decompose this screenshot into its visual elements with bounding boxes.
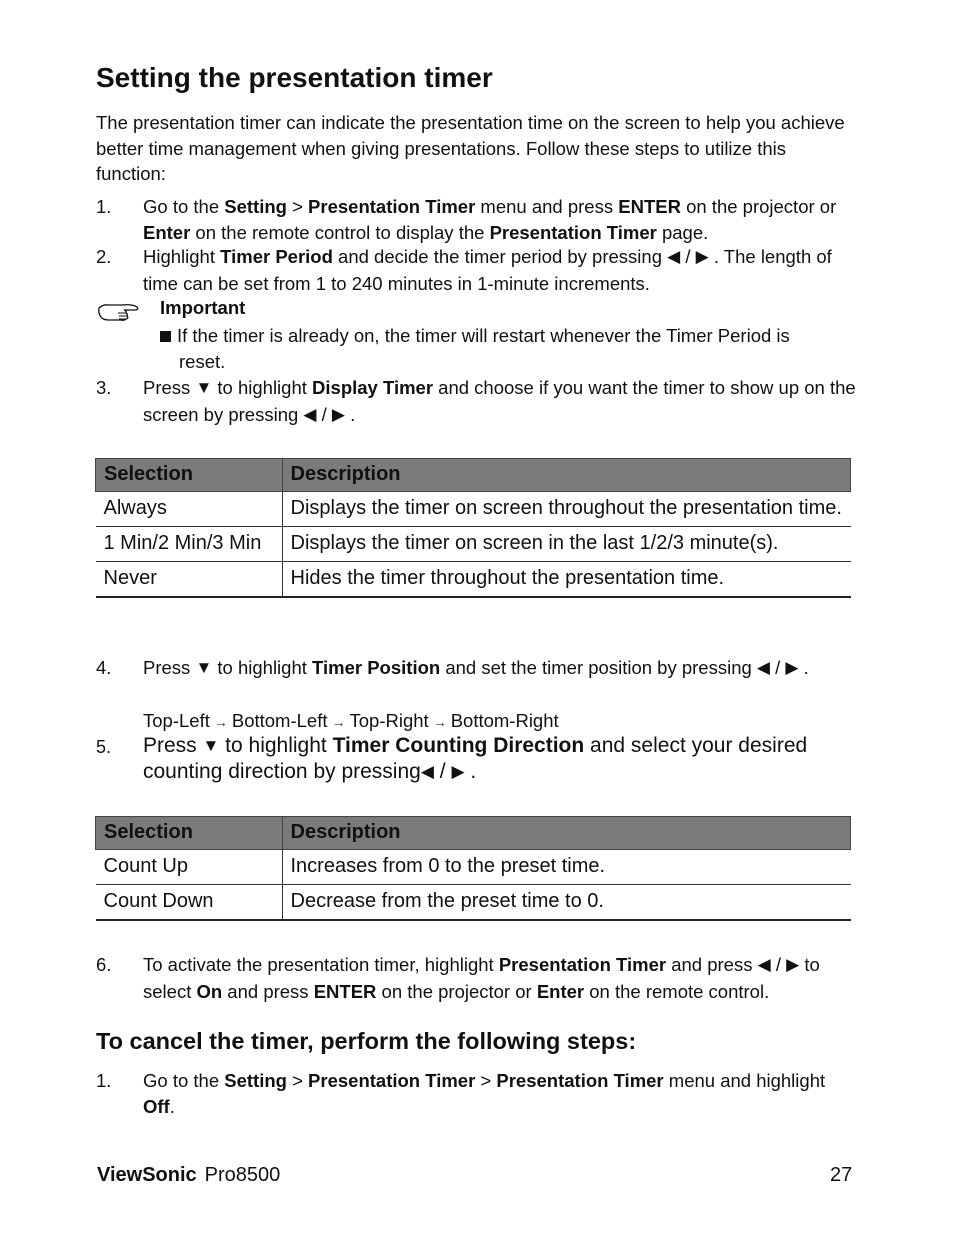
brand-name: ViewSonic [97, 1164, 197, 1186]
left-arrow-icon: ◀ [303, 404, 317, 424]
left-arrow-icon: ◀ [667, 247, 681, 266]
table-cell: Displays the timer on screen throughout the presentation time. [282, 492, 851, 527]
step-text: Go to the Setting > Presentation Timer menu and press ENTER on the projector or Enter on the remote control to display the Presentation Timer page. [143, 196, 837, 243]
right-arrow-icon: ▶ [695, 247, 709, 266]
left-arrow-icon: ◀ [756, 658, 770, 677]
table-cell: Displays the timer on screen in the last 1/2/3 minute(s). [282, 527, 851, 562]
right-arrow-icon: ▶ [331, 404, 345, 424]
right-arrow-icon: ▶ [451, 762, 465, 781]
model-name: Pro8500 [204, 1164, 281, 1186]
table-header: Description [282, 459, 851, 492]
down-arrow-icon: ▼ [202, 736, 220, 755]
important-title: Important [160, 297, 246, 318]
important-note: If the timer is already on, the timer will restart whenever the Timer Period is reset. [160, 323, 850, 375]
table-cell: Hides the timer throughout the presentation time. [282, 562, 851, 598]
step-number: 4. [96, 657, 112, 678]
left-arrow-icon: ◀ [420, 762, 434, 781]
table-row [96, 527, 851, 562]
step-number: 3. [96, 377, 112, 398]
step-number: 1. [96, 1070, 112, 1091]
right-arrow-icon: → [331, 714, 346, 730]
left-arrow-icon: ◀ [757, 955, 771, 974]
table-header: Selection [96, 459, 283, 492]
table-cell: 1 Min/2 Min/3 Min [96, 527, 283, 562]
table-cell: Count Down [96, 885, 283, 921]
step-5 [96, 733, 856, 785]
display-timer-table [95, 458, 851, 598]
table-header: Selection [96, 817, 283, 850]
step-text: Press ▼ to highlight Timer Position and set the timer position by pressing ◀ / ▶ . [143, 655, 856, 682]
table-header: Description [282, 817, 851, 850]
bullet-square-icon [160, 331, 171, 342]
table-row [96, 885, 851, 921]
table-cell: Count Up [96, 850, 283, 885]
timer-position-sequence: Top-Left → Bottom-Left → Top-Right → Bottom-Right [143, 710, 559, 731]
step-text: Go to the Setting > Presentation Timer > Presentation Timer menu and highlight Off. [143, 1070, 826, 1117]
step-text: Highlight Timer Period and decide the timer period by pressing ◀ / ▶ . The length of time can be set from 1 to 240 minutes in 1-minute increments. [143, 246, 832, 294]
table-row [96, 850, 851, 885]
page-number: 27 [830, 1164, 853, 1186]
table-cell: Increases from 0 to the preset time. [282, 850, 851, 885]
table-header-row [96, 817, 851, 850]
right-arrow-icon: → [213, 714, 228, 730]
down-arrow-icon: ▼ [195, 378, 213, 397]
cancel-step-1 [96, 1068, 856, 1119]
right-arrow-icon: → [432, 714, 447, 730]
step-number: 6. [96, 954, 112, 975]
counting-direction-table [95, 816, 851, 921]
step-1 [96, 194, 856, 245]
table-row [96, 492, 851, 527]
page-title: Setting the presentation timer [96, 62, 493, 93]
table-cell: Always [96, 492, 283, 527]
table-cell: Decrease from the preset time to 0. [282, 885, 851, 921]
step-3 [96, 375, 856, 428]
table-cell: Never [96, 562, 283, 598]
step-text: Press ▼ to highlight Display Timer and choose if you want the timer to show up on the screen by pressing ◀ / ▶ . [143, 375, 856, 428]
step-text: To activate the presentation timer, highlight Presentation Timer and press ◀ / ▶ to select On and press ENTER on the projector or Enter on the remote control. [143, 954, 820, 1002]
step-number: 1. [96, 196, 112, 217]
footer-brand [97, 1164, 280, 1187]
table-header-row [96, 459, 851, 492]
step-text: Press ▼ to highlight Timer Counting Direction and select your desired counting direction by pressing◀ / ▶ . [143, 734, 808, 783]
intro-paragraph: The presentation timer can indicate the presentation time on the screen to help you achieve better time management when giving presentations. Follow these steps to utilize this function: [96, 112, 845, 184]
down-arrow-icon: ▼ [195, 658, 213, 677]
cancel-heading: To cancel the timer, perform the following steps: [96, 1028, 637, 1054]
right-arrow-icon: ▶ [786, 955, 800, 974]
step-4 [96, 655, 856, 682]
step-number: 2. [96, 246, 112, 267]
step-2 [96, 244, 856, 296]
step-number: 5. [96, 737, 112, 757]
step-6 [96, 952, 856, 1004]
table-row [96, 562, 851, 598]
pointing-hand-icon [97, 298, 141, 324]
right-arrow-icon: ▶ [785, 658, 799, 677]
